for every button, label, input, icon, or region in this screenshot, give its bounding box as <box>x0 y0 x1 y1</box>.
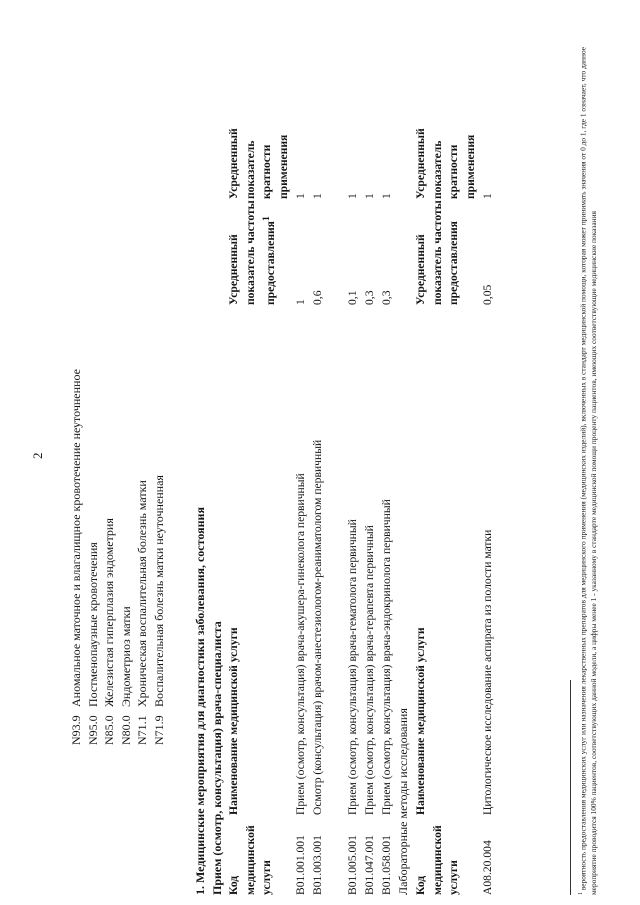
footnote-text: вероятность предоставления медицинских услуг или назначения лекарственных препаратов для медицинского применения (медицинских изделий), включенных в стандарт медицинской помощи, которая может принимать значения от 0 до 1, где 1 означает, что данное мероприятие проводится 100% пациентов, соответствующих данной модели, а цифры менее 1 - указанному в стандарте медицинской помощи проценту пациентов, имеющих соответствующие медицинские показания <box>578 46 599 895</box>
service-frequency: 0,3 <box>380 290 393 305</box>
diagnosis-name: Эндометриоз матки <box>118 606 133 707</box>
service-name: Цитологическое исследование аспирата из полости матки <box>481 529 494 815</box>
service-frequency: 0,05 <box>481 284 494 305</box>
diagnosis-row <box>68 369 85 745</box>
service-frequency: 0,6 <box>311 290 324 305</box>
diagnosis-code: N80.0 <box>118 715 133 745</box>
service-code: B01.003.001 <box>311 835 324 895</box>
service-name: Прием (осмотр, консультация) врача-акушера-гинеколога первичный <box>294 473 307 815</box>
diagnosis-name: Воспалительная болезнь матки неуточненная <box>151 475 166 707</box>
service-name: Осмотр (консультация) врачом-анестезиологом-реаниматологом первичный <box>311 439 324 815</box>
subsection-title-consultations: Прием (осмотр, консультация) врача-специалиста <box>210 621 224 895</box>
diagnosis-name: Постменопаузные кровотечения <box>85 542 100 707</box>
service-frequency: 0,3 <box>363 290 376 305</box>
service-code: B01.001.001 <box>294 835 307 895</box>
service-multiplicity: 1 <box>294 193 307 199</box>
header-frequency-label: Усредненный показатель частоты предоставления <box>227 200 278 305</box>
diagnosis-code: N93.9 <box>69 715 83 745</box>
service-multiplicity: 1 <box>380 193 393 199</box>
diagnosis-row <box>85 369 102 745</box>
diagnosis-row <box>151 369 168 745</box>
service-code: A08.20.004 <box>481 840 494 895</box>
subsection-title-lab: Лабораторные методы исследования <box>396 708 410 895</box>
service-name: Прием (осмотр, консультация) врача-гематолога первичный <box>346 519 359 815</box>
service-multiplicity: 1 <box>311 193 324 199</box>
diagnosis-name: Железистая гиперплазия эндометрия <box>102 518 117 707</box>
lab-header-frequency: Усредненный показатель частоты предоставления <box>414 200 461 305</box>
lab-header-multiplicity: Усредненный показатель кратности применения <box>414 128 477 199</box>
footnote-marker: 1 <box>261 216 273 222</box>
service-multiplicity: 1 <box>363 193 376 199</box>
service-frequency: 0,1 <box>346 290 359 305</box>
diagnosis-name: Хроническая воспалительная болезнь матки <box>135 480 150 707</box>
lab-header-code: Код медицинской услуги <box>414 825 461 895</box>
header-service-name: Наименование медицинской услуги <box>227 627 240 815</box>
service-name: Прием (осмотр, консультация) врача-терапевта первичный <box>363 525 376 815</box>
footnote <box>576 35 599 895</box>
footnote-divider <box>570 680 571 895</box>
service-multiplicity: 1 <box>481 193 494 199</box>
footnote-number: 1 <box>578 892 584 895</box>
page-number: 2 <box>30 452 45 459</box>
service-frequency: 1 <box>294 299 307 305</box>
header-code: Код медицинской услуги <box>227 825 274 895</box>
diagnosis-row <box>134 369 151 745</box>
diagnosis-row <box>101 369 118 745</box>
header-frequency <box>226 199 280 305</box>
header-multiplicity: Усредненный показатель кратности применения <box>227 128 290 199</box>
diagnosis-code: N85.0 <box>102 715 117 745</box>
diagnosis-row <box>118 369 135 745</box>
service-multiplicity: 1 <box>346 193 359 199</box>
service-code: B01.047.001 <box>363 835 376 895</box>
section-title: 1. Медицинские мероприятия для диагностики заболевания, состояния <box>193 507 207 895</box>
service-name: Прием (осмотр, консультация) врача-эндокринолога первичный <box>380 499 393 815</box>
diagnosis-code: N71.9 <box>151 715 166 745</box>
lab-header-service-name: Наименование медицинской услуги <box>414 627 427 815</box>
diagnosis-code: N71.1 <box>135 715 150 745</box>
diagnosis-code: N95.0 <box>85 715 100 745</box>
service-code: B01.005.001 <box>346 835 359 895</box>
diagnosis-name: Аномальное маточное и влагалищное кровотечение неуточненное <box>69 369 83 707</box>
service-code: B01.058.001 <box>380 835 393 895</box>
diagnosis-code-list <box>68 369 168 745</box>
